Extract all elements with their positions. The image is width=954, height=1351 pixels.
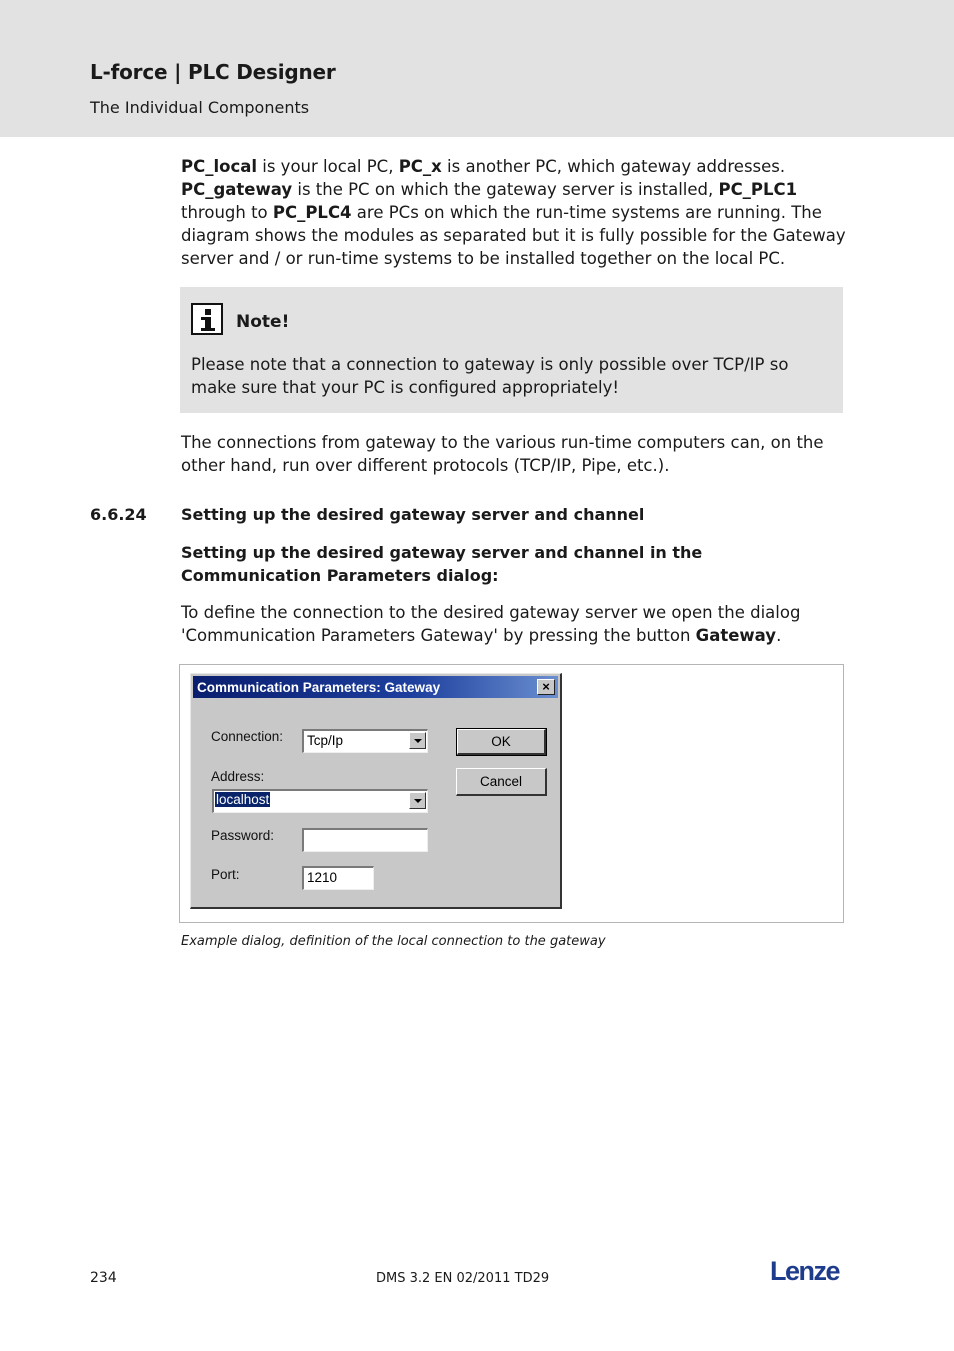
- term-pc-plc4: PC_PLC4: [272, 203, 352, 222]
- port-field[interactable]: [302, 866, 374, 890]
- communication-parameters-dialog: [190, 673, 562, 909]
- term-pc-local: PC_local: [181, 157, 258, 176]
- ok-button[interactable]: OK: [457, 729, 546, 755]
- chevron-down-icon[interactable]: [409, 732, 426, 749]
- connection-value: Tcp/Ip: [307, 733, 344, 748]
- intro-text-1: is your local PC,: [257, 157, 399, 176]
- note-box: [180, 287, 843, 413]
- dialog-title: Communication Parameters: Gateway: [197, 680, 441, 695]
- term-pc-plc1: PC_PLC1: [718, 180, 798, 199]
- page-header: [0, 0, 954, 137]
- gateway-paragraph-end: .: [776, 626, 782, 645]
- gateway-paragraph: [181, 601, 846, 647]
- page-number: 234: [90, 1270, 117, 1286]
- lenze-logo: Lenze: [770, 1256, 840, 1286]
- term-pc-gateway: PC_gateway: [181, 180, 293, 199]
- connections-paragraph: The connections from gateway to the various run-time computers can, on the other hand, run over different protocols (TCP/IP, Pipe, etc.).: [181, 433, 824, 475]
- close-icon[interactable]: ×: [537, 679, 555, 695]
- password-field[interactable]: [302, 828, 428, 852]
- document-title: L-force | PLC Designer: [90, 60, 336, 84]
- intro-paragraph: [181, 155, 846, 270]
- document-subtitle: The Individual Components: [90, 98, 310, 117]
- password-label: Password:: [211, 828, 275, 843]
- note-text: Please note that a connection to gateway is only possible over TCP/IP so make sure that your PC is configured appropriately!: [191, 355, 789, 397]
- port-value: 1210: [307, 870, 338, 885]
- intro-text-3: is the PC on which the gateway server is installed,: [292, 180, 719, 199]
- document-id: DMS 3.2 EN 02/2011 TD29: [376, 1271, 550, 1286]
- intro-text-4: through to: [181, 203, 273, 222]
- connection-label: Connection:: [211, 729, 284, 744]
- gateway-paragraph-text: To define the connection to the desired gateway server we open the dialog 'Communication Parameters Gateway' by pressing the button: [181, 603, 801, 645]
- sub-heading: Setting up the desired gateway server and channel in the Communication Parameters dialog:: [181, 543, 703, 585]
- section-title: Setting up the desired gateway server and channel: [181, 505, 645, 524]
- dialog-titlebar[interactable]: [193, 676, 558, 698]
- address-label: Address:: [211, 769, 265, 784]
- gateway-term: Gateway: [695, 626, 777, 645]
- intro-text-2: is another PC, which gateway addresses.: [441, 157, 786, 176]
- chevron-down-icon[interactable]: [409, 792, 426, 809]
- intro-text-5: are PCs on which the run-time systems are running. The diagram shows the modules as separated but it is fully possible for the Gateway server and / or run-time systems to be installed together on the local PC.: [181, 203, 846, 268]
- port-label: Port:: [211, 867, 240, 882]
- address-select[interactable]: [212, 789, 428, 813]
- figure-caption: Example dialog, definition of the local connection to the gateway: [181, 934, 606, 949]
- cancel-button[interactable]: Cancel: [456, 768, 547, 796]
- connection-select[interactable]: [302, 729, 428, 753]
- info-icon: [191, 303, 223, 335]
- address-value: localhost: [216, 792, 270, 807]
- note-title: Note!: [236, 312, 290, 332]
- section-number: 6.6.24: [90, 505, 147, 524]
- term-pc-x: PC_x: [398, 157, 442, 176]
